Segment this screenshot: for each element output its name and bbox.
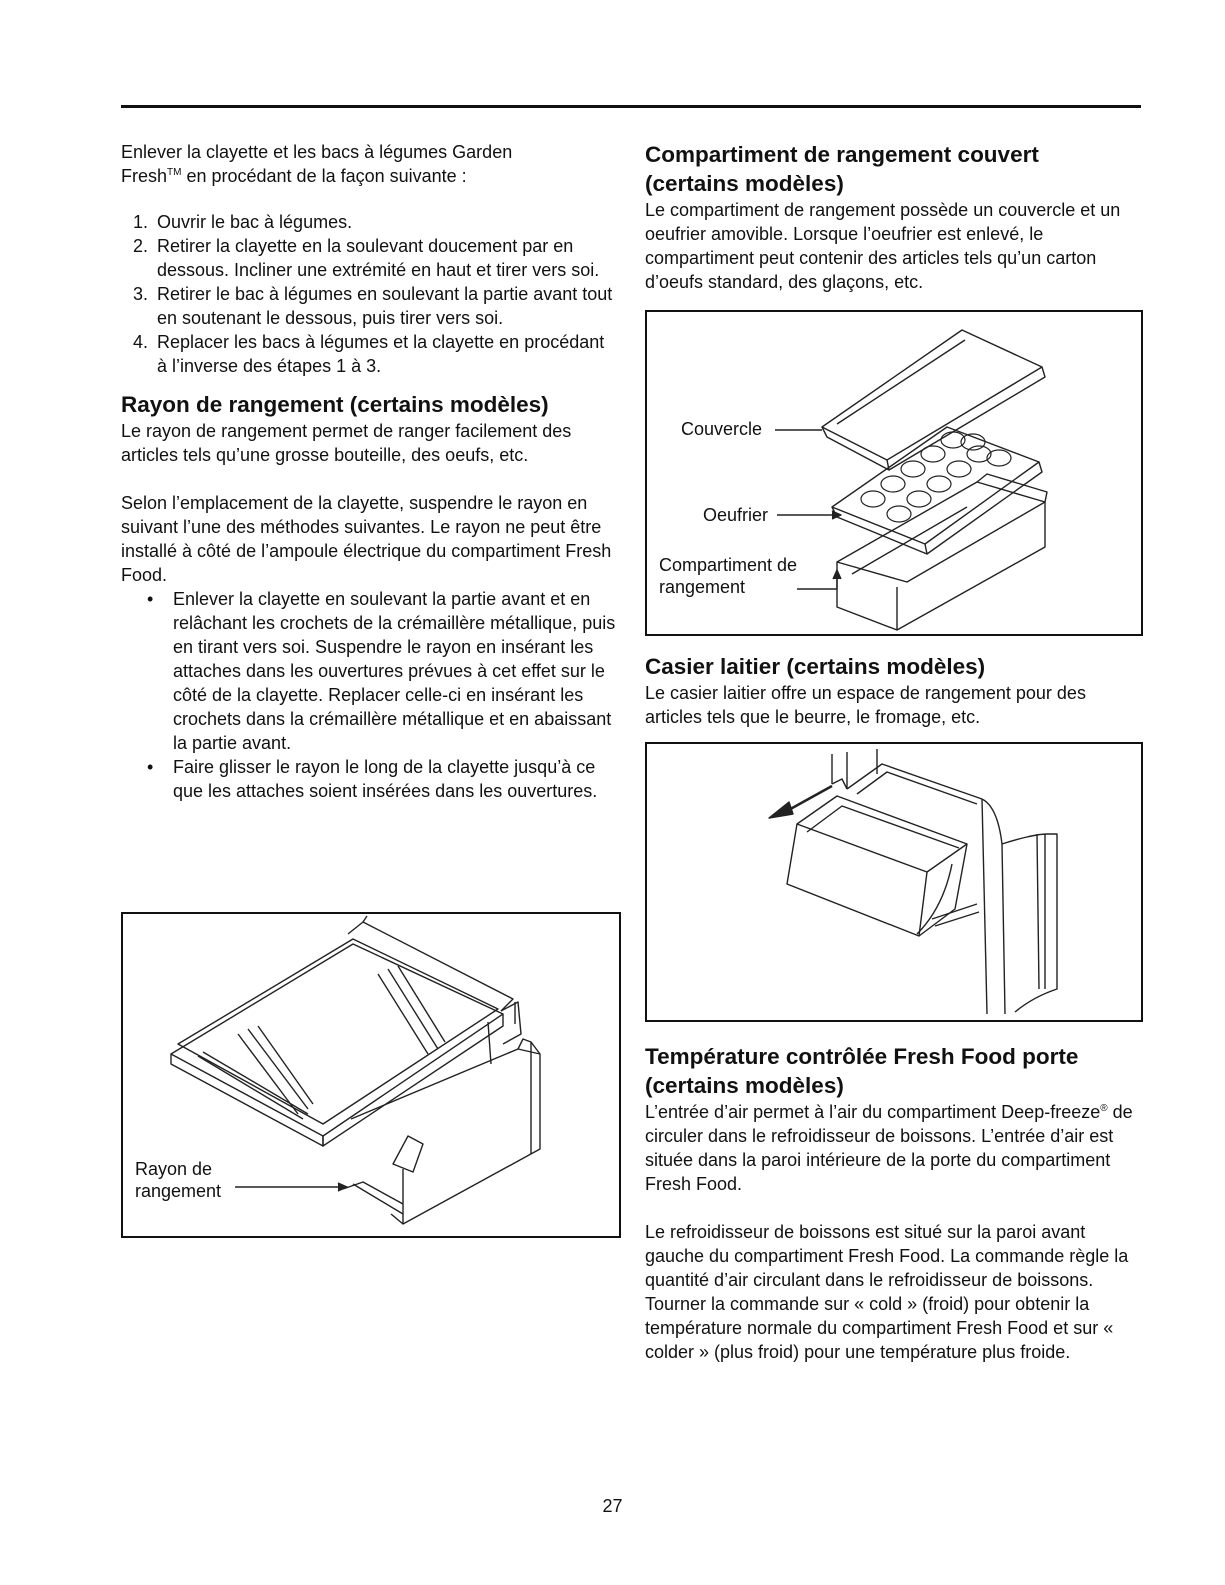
header-rule xyxy=(121,105,1141,108)
fig-label-oeufrier: Oeufrier xyxy=(703,505,769,525)
list-item: 3. Retirer le bac à légumes en soulevant la partie avant tout en soutenant le dessous, puis tirer vers soi. xyxy=(133,284,613,328)
temperature-paragraph-2: Le refroidisseur de boissons est situé sur la paroi avant gauche du compartiment Fresh Food. La commande règle la quantité d’air circulant dans le refroidisseur de boissons. Tourner la commande sur « cold » (froid) pour obtenir la température normale du compartiment Fresh Food et sur « colder » (plus froid) pour une température plus froide. xyxy=(645,1222,1129,1362)
left-column xyxy=(121,140,619,803)
temperature-paragraph-1: L’entrée d’air permet à l’air du compartiment Deep-freeze® de circuler dans le refroidisseur de boissons. L’entrée d’air est située dans la paroi intérieure de la porte du compartiment Fresh Food. xyxy=(645,1102,1133,1194)
compartiment-paragraph: Le compartiment de rangement possède un couvercle et un oeufrier amovible. Lorsque l’oeufrier est enlevé, le compartiment peut contenir des articles tels qu’un carton d’oeufs standard, des glaçons, etc. xyxy=(645,200,1121,292)
removal-steps xyxy=(121,210,619,378)
right-column xyxy=(645,140,1145,294)
rayon-paragraph-1: Le rayon de rangement permet de ranger facilement des articles tels qu’une grosse bouteille, des oeufs, etc. xyxy=(121,421,572,465)
list-item: 4. Replacer les bacs à légumes et la clayette en procédant à l’inverse des étapes 1 à 3. xyxy=(133,332,605,376)
casier-paragraph: Le casier laitier offre un espace de rangement pour des articles tels que le beurre, le fromage, etc. xyxy=(645,683,1086,727)
shelf-bin-figure xyxy=(121,912,621,1238)
covered-storage-figure xyxy=(645,310,1143,636)
page-number: 27 xyxy=(602,1496,623,1516)
list-item: 1. Ouvrir le bac à légumes. xyxy=(133,212,353,232)
temperature-heading: Température contrôlée Fresh Food porte (certains modèles) xyxy=(645,1044,1079,1098)
fig-label-couvercle: Couvercle xyxy=(681,419,763,439)
list-item: 2. Retirer la clayette en la soulevant doucement par en dessous. Incliner une extrémité en haut et tirer vers soi. xyxy=(133,236,600,280)
trademark-mark: TM xyxy=(167,167,182,178)
fig-label-compartiment: Compartiment de rangement xyxy=(659,555,798,597)
temperature-section xyxy=(645,1042,1145,1364)
intro-text: Enlever la clayette et les bacs à légumes Garden Fresh™ en procédant de la façon suivante : xyxy=(121,142,513,186)
fig-label-rayon: Rayon de rangement xyxy=(135,1159,222,1201)
dairy-bin-illustration xyxy=(647,744,1141,1020)
list-item: • Faire glisser le rayon le long de la clayette jusqu’à ce que les attaches soient insérées dans les ouvertures. xyxy=(147,757,598,801)
rayon-heading: Rayon de rangement (certains modèles) xyxy=(121,392,549,417)
rayon-bullets xyxy=(121,587,619,803)
registered-mark: ® xyxy=(1100,1103,1108,1114)
compartiment-heading: Compartiment de rangement couvert (certains modèles) xyxy=(645,142,1039,196)
dairy-bin-figure xyxy=(645,742,1143,1022)
casier-heading: Casier laitier (certains modèles) xyxy=(645,654,986,679)
casier-section xyxy=(645,652,1145,729)
rayon-paragraph-2: Selon l’emplacement de la clayette, suspendre le rayon en suivant l’une des méthodes suivantes. Le rayon ne peut être installé à côté de l’ampoule électrique du compartiment Fresh Food. xyxy=(121,493,612,585)
list-item: • Enlever la clayette en soulevant la partie avant et en relâchant les crochets de la crémaillère métallique, puis en tirant vers soi. Suspendre le rayon en insérant les attaches dans les ouvertures prévues à cet effet sur le côté de la clayette. Replacer celle-ci en insérant les crochets dans la crémaillère métallique et en abaissant la partie avant. xyxy=(147,589,616,753)
